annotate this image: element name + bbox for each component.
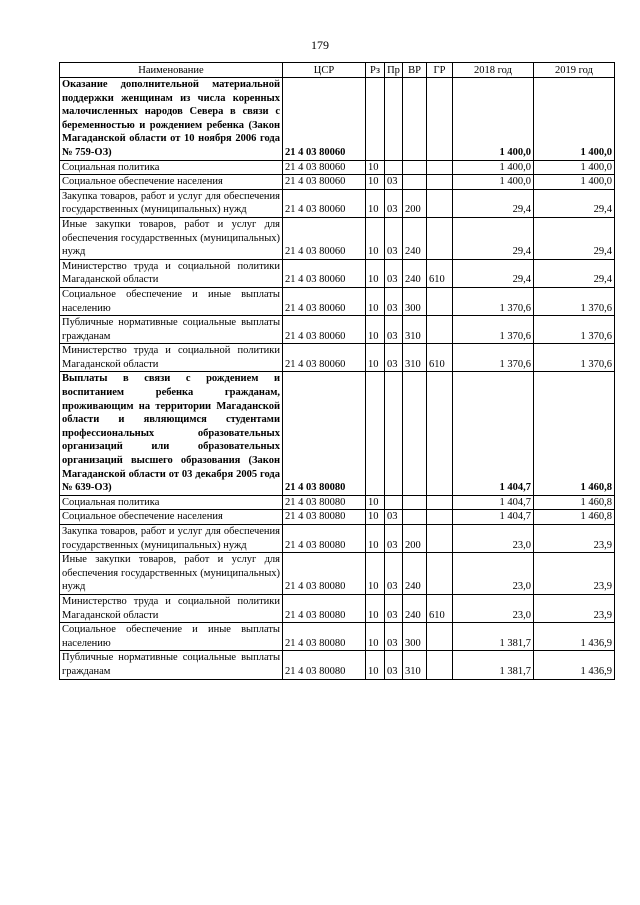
table-row — [60, 623, 615, 651]
cell-pr: 03 — [385, 175, 403, 190]
cell-pr: 03 — [385, 525, 403, 553]
cell-rz: 10 — [366, 495, 385, 510]
cell-csr: 21 4 03 80080 — [283, 553, 366, 595]
cell-y2019: 1 400,0 — [534, 78, 615, 161]
cell-pr: 03 — [385, 510, 403, 525]
cell-name: Социальная политика — [60, 160, 283, 175]
cell-name: Социальное обеспечение и иные выплаты населению — [60, 287, 283, 315]
cell-csr: 21 4 03 80060 — [283, 217, 366, 259]
header-csr: ЦСР — [283, 63, 366, 78]
cell-y2018: 1 370,6 — [453, 287, 534, 315]
table-row — [60, 344, 615, 372]
cell-y2019: 1 460,8 — [534, 372, 615, 495]
cell-rz — [366, 78, 385, 161]
cell-gr: 610 — [427, 344, 453, 372]
cell-name: Социальное обеспечение населения — [60, 175, 283, 190]
cell-vr: 240 — [403, 217, 427, 259]
cell-pr: 03 — [385, 316, 403, 344]
table-row — [60, 287, 615, 315]
cell-y2019: 29,4 — [534, 217, 615, 259]
cell-vr: 310 — [403, 344, 427, 372]
cell-name: Оказание дополнительной материальной поддержки женщинам из числа коренных малочисленных народов Севера в связи с беременностью и рождением ребенка (Закон Магаданской области от 10 ноября 2006 года № 759-ОЗ) — [60, 78, 283, 161]
cell-y2019: 1 370,6 — [534, 287, 615, 315]
table-row — [60, 175, 615, 190]
cell-y2018: 29,4 — [453, 259, 534, 287]
cell-vr — [403, 160, 427, 175]
cell-gr — [427, 189, 453, 217]
cell-csr: 21 4 03 80060 — [283, 259, 366, 287]
cell-y2019: 23,9 — [534, 525, 615, 553]
cell-name: Социальное обеспечение населения — [60, 510, 283, 525]
cell-vr: 200 — [403, 525, 427, 553]
cell-y2018: 29,4 — [453, 189, 534, 217]
budget-table — [59, 62, 615, 680]
cell-gr — [427, 651, 453, 679]
cell-csr: 21 4 03 80060 — [283, 78, 366, 161]
cell-name: Иные закупки товаров, работ и услуг для обеспечения государственных (муниципальных) нужд — [60, 217, 283, 259]
table-row — [60, 78, 615, 161]
cell-gr: 610 — [427, 259, 453, 287]
cell-rz: 10 — [366, 287, 385, 315]
cell-y2018: 29,4 — [453, 217, 534, 259]
header-2019: 2019 год — [534, 63, 615, 78]
cell-gr — [427, 510, 453, 525]
cell-csr: 21 4 03 80080 — [283, 510, 366, 525]
cell-y2018: 1 370,6 — [453, 344, 534, 372]
cell-pr: 03 — [385, 594, 403, 622]
cell-vr — [403, 510, 427, 525]
cell-gr — [427, 78, 453, 161]
cell-gr — [427, 287, 453, 315]
cell-vr — [403, 175, 427, 190]
cell-y2018: 1 400,0 — [453, 78, 534, 161]
cell-name: Публичные нормативные социальные выплаты гражданам — [60, 651, 283, 679]
cell-vr: 310 — [403, 316, 427, 344]
cell-rz: 10 — [366, 553, 385, 595]
table-row — [60, 553, 615, 595]
cell-rz: 10 — [366, 510, 385, 525]
cell-y2018: 23,0 — [453, 594, 534, 622]
cell-y2019: 1 400,0 — [534, 175, 615, 190]
cell-gr — [427, 160, 453, 175]
cell-y2018: 23,0 — [453, 553, 534, 595]
table-body — [60, 78, 615, 680]
cell-gr — [427, 316, 453, 344]
cell-pr: 03 — [385, 217, 403, 259]
cell-vr — [403, 495, 427, 510]
header-name: Наименование — [60, 63, 283, 78]
cell-vr — [403, 78, 427, 161]
cell-csr: 21 4 03 80060 — [283, 175, 366, 190]
cell-y2019: 1 400,0 — [534, 160, 615, 175]
cell-rz — [366, 372, 385, 495]
cell-y2018: 1 370,6 — [453, 316, 534, 344]
cell-pr: 03 — [385, 189, 403, 217]
cell-y2018: 1 404,7 — [453, 372, 534, 495]
cell-vr: 240 — [403, 259, 427, 287]
table-row — [60, 316, 615, 344]
cell-vr — [403, 372, 427, 495]
cell-y2019: 23,9 — [534, 553, 615, 595]
cell-y2019: 29,4 — [534, 189, 615, 217]
cell-csr: 21 4 03 80080 — [283, 651, 366, 679]
header-2018: 2018 год — [453, 63, 534, 78]
cell-rz: 10 — [366, 160, 385, 175]
cell-name: Министерство труда и социальной политики Магаданской области — [60, 594, 283, 622]
cell-vr: 300 — [403, 623, 427, 651]
cell-csr: 21 4 03 80080 — [283, 525, 366, 553]
cell-pr: 03 — [385, 259, 403, 287]
table-row — [60, 259, 615, 287]
cell-csr: 21 4 03 80060 — [283, 316, 366, 344]
cell-y2018: 1 404,7 — [453, 510, 534, 525]
cell-vr: 300 — [403, 287, 427, 315]
cell-y2018: 1 381,7 — [453, 651, 534, 679]
cell-rz: 10 — [366, 594, 385, 622]
cell-y2019: 1 436,9 — [534, 623, 615, 651]
cell-name: Социальное обеспечение и иные выплаты населению — [60, 623, 283, 651]
cell-y2019: 1 436,9 — [534, 651, 615, 679]
cell-rz: 10 — [366, 623, 385, 651]
cell-csr: 21 4 03 80080 — [283, 372, 366, 495]
cell-vr: 240 — [403, 594, 427, 622]
cell-pr: 03 — [385, 623, 403, 651]
cell-csr: 21 4 03 80060 — [283, 344, 366, 372]
cell-csr: 21 4 03 80060 — [283, 189, 366, 217]
table-row — [60, 217, 615, 259]
cell-y2019: 1 460,8 — [534, 510, 615, 525]
cell-pr — [385, 495, 403, 510]
cell-pr: 03 — [385, 553, 403, 595]
cell-csr: 21 4 03 80080 — [283, 623, 366, 651]
cell-y2019: 1 370,6 — [534, 344, 615, 372]
cell-y2018: 1 400,0 — [453, 175, 534, 190]
cell-csr: 21 4 03 80080 — [283, 495, 366, 510]
cell-gr — [427, 217, 453, 259]
table-row — [60, 495, 615, 510]
cell-vr: 310 — [403, 651, 427, 679]
cell-gr — [427, 623, 453, 651]
cell-y2018: 1 404,7 — [453, 495, 534, 510]
cell-gr — [427, 525, 453, 553]
header-gr: ГР — [427, 63, 453, 78]
cell-name: Закупка товаров, работ и услуг для обеспечения государственных (муниципальных) нужд — [60, 525, 283, 553]
cell-y2019: 23,9 — [534, 594, 615, 622]
cell-rz: 10 — [366, 344, 385, 372]
cell-pr: 03 — [385, 651, 403, 679]
cell-gr — [427, 372, 453, 495]
cell-name: Выплаты в связи с рождением и воспитанием ребенка гражданам, проживающим на территории Магаданской области и являющимся студентами профессиональных образовательных организаций или образовательных организаций высшего образования (Закон Магаданской области от 03 декабря 2005 года № 639-ОЗ) — [60, 372, 283, 495]
table-row — [60, 594, 615, 622]
cell-y2019: 1 370,6 — [534, 316, 615, 344]
cell-pr — [385, 160, 403, 175]
table-header-row — [60, 63, 615, 78]
table-row — [60, 189, 615, 217]
cell-y2019: 29,4 — [534, 259, 615, 287]
cell-rz: 10 — [366, 259, 385, 287]
cell-name: Министерство труда и социальной политики Магаданской области — [60, 259, 283, 287]
cell-y2019: 1 460,8 — [534, 495, 615, 510]
cell-vr: 200 — [403, 189, 427, 217]
cell-gr — [427, 553, 453, 595]
cell-rz: 10 — [366, 525, 385, 553]
table-row — [60, 510, 615, 525]
header-vr: ВР — [403, 63, 427, 78]
cell-rz: 10 — [366, 316, 385, 344]
cell-gr: 610 — [427, 594, 453, 622]
cell-csr: 21 4 03 80060 — [283, 287, 366, 315]
cell-name: Иные закупки товаров, работ и услуг для обеспечения государственных (муниципальных) нужд — [60, 553, 283, 595]
cell-vr: 240 — [403, 553, 427, 595]
table-row — [60, 651, 615, 679]
cell-name: Закупка товаров, работ и услуг для обеспечения государственных (муниципальных) нужд — [60, 189, 283, 217]
cell-rz: 10 — [366, 189, 385, 217]
header-rz: Рз — [366, 63, 385, 78]
cell-rz: 10 — [366, 217, 385, 259]
cell-csr: 21 4 03 80080 — [283, 594, 366, 622]
cell-pr: 03 — [385, 344, 403, 372]
cell-name: Министерство труда и социальной политики Магаданской области — [60, 344, 283, 372]
cell-name: Публичные нормативные социальные выплаты гражданам — [60, 316, 283, 344]
cell-gr — [427, 495, 453, 510]
cell-pr: 03 — [385, 287, 403, 315]
cell-name: Социальная политика — [60, 495, 283, 510]
header-pr: Пр — [385, 63, 403, 78]
cell-y2018: 23,0 — [453, 525, 534, 553]
cell-y2018: 1 400,0 — [453, 160, 534, 175]
table-row — [60, 160, 615, 175]
cell-y2018: 1 381,7 — [453, 623, 534, 651]
table-row — [60, 525, 615, 553]
cell-pr — [385, 78, 403, 161]
cell-gr — [427, 175, 453, 190]
table-row — [60, 372, 615, 495]
page-number: 179 — [311, 38, 329, 52]
cell-csr: 21 4 03 80060 — [283, 160, 366, 175]
cell-pr — [385, 372, 403, 495]
cell-rz: 10 — [366, 175, 385, 190]
cell-rz: 10 — [366, 651, 385, 679]
